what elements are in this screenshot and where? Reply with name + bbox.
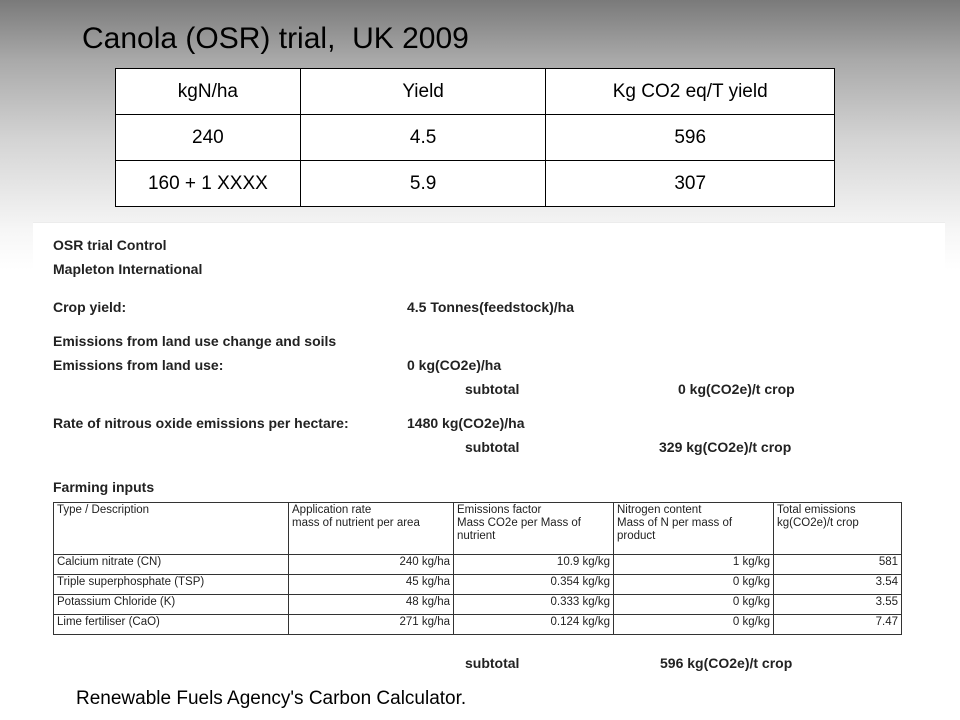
- inputs-header-text: Type / Description: [57, 504, 150, 516]
- total-emissions-cell: 7.47: [774, 615, 902, 635]
- application-rate-cell: 45 kg/ha: [289, 575, 454, 595]
- nitrous-oxide-value: 1480 kg(CO2e)/ha: [407, 415, 525, 431]
- calculator-subheading: Mapleton International: [53, 261, 203, 277]
- land-use-value: 0 kg(CO2e)/ha: [407, 357, 502, 373]
- summary-header-row: [116, 69, 835, 115]
- crop-yield-label: Crop yield:: [53, 299, 127, 315]
- summary-header-cell: kgN/ha: [116, 69, 301, 115]
- summary-header-cell: Kg CO2 eq/T yield: [546, 69, 835, 115]
- summary-row: [116, 115, 835, 161]
- table-row: [54, 615, 902, 635]
- land-use-label: Emissions from land use:: [53, 357, 224, 373]
- slide-title: Canola (OSR) trial, UK 2009: [82, 22, 469, 55]
- subtotal-label-final: subtotal: [465, 655, 520, 671]
- subtotal-label: subtotal: [465, 381, 520, 397]
- emissions-factor-cell: 0.354 kg/kg: [454, 575, 614, 595]
- summary-table: [115, 68, 835, 207]
- total-emissions-cell: 3.55: [774, 595, 902, 615]
- subtotal-value-final: 596 kg(CO2e)/t crop: [660, 655, 793, 671]
- total-emissions-cell: 3.54: [774, 575, 902, 595]
- farming-inputs-heading: Farming inputs: [53, 479, 155, 495]
- emissions-factor-cell: 0.333 kg/kg: [454, 595, 614, 615]
- inputs-header-cell: [774, 503, 902, 555]
- nitrogen-content-cell: 1 kg/kg: [614, 555, 774, 575]
- summary-cell: 160 + 1 XXXX: [116, 161, 301, 207]
- inputs-header-row: [54, 503, 902, 555]
- application-rate-cell: 48 kg/ha: [289, 595, 454, 615]
- calculator-heading: OSR trial Control: [53, 237, 167, 253]
- table-row: [54, 575, 902, 595]
- subtotal-value: 329 kg(CO2e)/t crop: [659, 439, 792, 455]
- summary-header-cell: Yield: [300, 69, 546, 115]
- carbon-calculator-screenshot: [33, 222, 945, 655]
- inputs-header-cell: [289, 503, 454, 555]
- summary-row: [116, 161, 835, 207]
- summary-cell: 4.5: [300, 115, 546, 161]
- nitrogen-content-cell: 0 kg/kg: [614, 595, 774, 615]
- table-row: [54, 595, 902, 615]
- type-cell: Potassium Chloride (K): [54, 595, 289, 615]
- table-row: [54, 555, 902, 575]
- emissions-factor-cell: 10.9 kg/kg: [454, 555, 614, 575]
- inputs-header-cell: [454, 503, 614, 555]
- type-cell: Lime fertiliser (CaO): [54, 615, 289, 635]
- application-rate-cell: 271 kg/ha: [289, 615, 454, 635]
- crop-yield-value: 4.5 Tonnes(feedstock)/ha: [407, 299, 575, 315]
- nitrogen-content-cell: 0 kg/kg: [614, 615, 774, 635]
- inputs-header-text: Nitrogen content Mass of N per mass of product: [617, 504, 733, 542]
- nitrogen-content-cell: 0 kg/kg: [614, 575, 774, 595]
- type-cell: Calcium nitrate (CN): [54, 555, 289, 575]
- summary-cell: 240: [116, 115, 301, 161]
- total-emissions-cell: 581: [774, 555, 902, 575]
- inputs-header-text: Application rate mass of nutrient per area: [292, 504, 420, 529]
- summary-cell: 307: [546, 161, 835, 207]
- subtotal-label: subtotal: [465, 439, 520, 455]
- inputs-header-text: Emissions factor Mass CO2e per Mass of nutrient: [457, 504, 581, 542]
- summary-cell: 596: [546, 115, 835, 161]
- farming-inputs-table: [53, 502, 902, 635]
- nitrous-oxide-label: Rate of nitrous oxide emissions per hectare:: [53, 415, 349, 431]
- application-rate-cell: 240 kg/ha: [289, 555, 454, 575]
- inputs-header-cell: [54, 503, 289, 555]
- type-cell: Triple superphosphate (TSP): [54, 575, 289, 595]
- subtotal-value: 0 kg(CO2e)/t crop: [678, 381, 795, 397]
- source-caption: Renewable Fuels Agency's Carbon Calculator.: [76, 688, 467, 709]
- inputs-header-cell: [614, 503, 774, 555]
- emissions-factor-cell: 0.124 kg/kg: [454, 615, 614, 635]
- summary-cell: 5.9: [300, 161, 546, 207]
- land-use-section-heading: Emissions from land use change and soils: [53, 333, 337, 349]
- inputs-header-text: Total emissions kg(CO2e)/t crop: [777, 504, 859, 529]
